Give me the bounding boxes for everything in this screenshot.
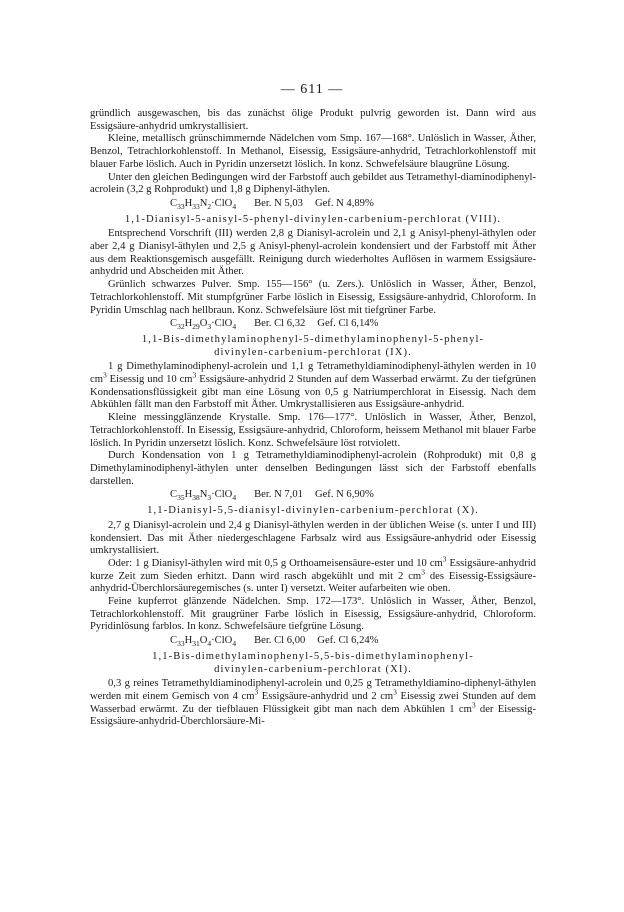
formula-part: 3 [207,322,212,332]
formula-part: 4 [232,493,237,503]
molecular-formula [170,318,237,332]
superscript: 3 [393,687,397,697]
superscript: 3 [471,700,476,710]
page-body [90,108,536,729]
molecular-formula [170,489,237,503]
formula-part: 4 [207,639,212,649]
found-value: Gef. N 4,89% [314,197,374,209]
formula-part: 29 [192,322,200,332]
formula-part: H [184,197,193,209]
formula-part: C [170,489,178,501]
compound-heading-line: 1,1-Bis-dimethylaminophenyl-5,5-bis-dimethylaminophenyl- [152,650,474,662]
formula-part: H [184,489,193,501]
paragraph: Entsprechend Vorschrift (III) werden 2,8 g Dianisyl-acrolein und 2,1 g Anisyl-phenyl-äthylen oder aber 2,4 g Dianisyl-äthylen und 2,5 g Anisyl-phenyl-acrolein kondensiert und der Farbstoff mit Äther aus dem Reaktionsgemisch ausgefällt. Reinigung durch wiederholtes Auflösen in warmem Essigsäure-anhydrid und Abscheiden mit Äther. [90,228,536,278]
paragraph: gründlich ausgewaschen, bis das zunächst ölige Produkt pulvrig geworden ist. Dann wird aus Essigsäure-anhydrid umkrystallisiert. [90,108,536,132]
elemental-analysis [90,318,536,331]
elemental-analysis [90,198,536,211]
formula-part: N [199,197,208,209]
compound-heading-line: 1,1-Dianisyl-5,5-dianisyl-divinylen-carbenium-perchlorat (X). [147,505,479,517]
paragraph: 2,7 g Dianisyl-acrolein und 2,4 g Dianisyl-äthylen werden in der üblichen Weise (s. unter I und III) kondensiert. Das mit Äther niedergeschlagene Farbsalz wird aus Essigsäure-anhydrid oder Eisessig umkrystallisiert. [90,519,536,557]
formula-part: C [170,635,178,647]
superscript: 3 [442,554,447,564]
formula-part: 4 [232,639,237,649]
superscript: 3 [421,567,425,577]
paragraph: Kleine, metallisch grünschimmernde Nädelchen vom Smp. 167—168°. Unlöslich in Wasser, Äther, Benzol, Tetrachlorkohlenstoff. In Methanol, Eisessig, Essigsäure-anhydrid, Tetrachlorkohlenstoff mit blauer Farbe löslich. Auch in Pyridin unzersetzt löslich. In konz. Schwefelsäure blaugrüne Lösung. [90,133,536,170]
formula-part: H [184,318,193,330]
molecular-formula [170,635,237,649]
paragraph: Feine kupferrot glänzende Nädelchen. Smp. 172—173°. Unlöslich in Wasser, Äther, Benzol, Tetrachlorkohlenstoff. Mit graugrüner Farbe löslich in Eisessig, Essigsäure-anhydrid, Chloroform. Pyridinlösung farblos. In konz. Schwefelsäure tiefgrüne Lösung. [90,596,536,633]
page-number: — 611 — [280,82,344,97]
formula-part: 32 [177,322,185,332]
calculated-value: Ber. N 5,03 [254,197,303,209]
paragraph: Grünlich schwarzes Pulver. Smp. 155—156° (u. Zers.). Unlöslich in Wasser, Äther, Benzol, Tetrachlorkohlenstoff. Mit stumpfgrüner Farbe löslich in Eisessig, Essigsäure-anhydrid, Chloroform. In Pyridin Umschlag nach hellbraun. Konz. Schwefelsäure löst mit tiefgrüner Farbe. [90,279,536,316]
calculated-value: Ber. Cl 6,32 [254,318,306,330]
formula-part: 33 [192,202,200,212]
formula-part: 3 [207,493,212,503]
formula-part: 4 [232,202,237,212]
formula-part: 35 [177,493,185,503]
elemental-analysis [90,489,536,502]
found-value: Gef. Cl 6,24% [317,635,379,647]
superscript: 3 [254,687,259,697]
formula-part: H [184,635,193,647]
formula-part: 31 [192,639,200,649]
paragraph: Kleine messingglänzende Krystalle. Smp. 176—177°. Unlöslich in Wasser, Äther, Benzol, Tetrachlorkohlenstoff. In Eisessig, Essigsäure-anhydrid, Chloroform, heissem Methanol mit blauer Farbe löslich. In Pyridin unzersetzt löslich. Konz. Schwefelsäure löst rotviolett. [90,412,536,449]
compound-heading-line: divinylen-carbenium-perchlorat (XI). [214,663,412,675]
compound-heading [90,505,536,518]
compound-heading [90,334,536,359]
paragraph: Durch Kondensation von 1 g Tetramethyldiaminodiphenyl-acrolein (Rohprodukt) mit 0,8 g Dimethylaminodiphenyl-äthylen unter denselben Bedingungen lässt sich der Farbstoff ebenfalls darstellen. [90,450,536,487]
superscript: 3 [102,370,107,380]
formula-part: ·ClO [211,197,233,209]
formula-part: 33 [177,639,185,649]
formula-part: C [170,197,178,209]
compound-heading-line: divinylen-carbenium-perchlorat (IX). [214,346,412,358]
compound-heading [90,651,536,676]
paragraph: Unter den gleichen Bedingungen wird der Farbstoff auch gebildet aus Tetramethyl-diaminodiphenyl-acrolein (3,2 g Rohprodukt) und 1,8 g Diphenyl-äthylen. [90,171,536,196]
formula-part: ·ClO [211,489,233,501]
formula-part: C [170,318,178,330]
formula-part: O [199,635,208,647]
formula-part: 38 [192,493,200,503]
formula-part: 33 [177,202,185,212]
found-value: Gef. Cl 6,14% [317,318,379,330]
paragraph: 1 g Dimethylaminodiphenyl-acrolein und 1,1 g Tetramethyldiaminodiphenyl-äthylen werden in 10 $cm^3$ Eisessig und 10 $cm^3$ Essigsäure-anhydrid 2 Stunden auf dem Wasserbad erwärmt. Zu der tiefgrünen Kondensationsflüssigkeit gibt man eine Lösung von 0,5 g Natriumperchlorat in Eisessig. Nach dem Abkühlen fällt man den Farbstoff mit Äther. Umkrystallisieren aus Essigsäure-anhydrid. [90,361,536,411]
compound-heading-line: 1,1-Dianisyl-5-anisyl-5-phenyl-divinylen-carbenium-perchlorat (VIII). [124,213,502,225]
paragraph: 0,3 g reines Tetramethyldiaminodiphenyl-acrolein und 0,25 g Tetramethyldiamino-diphenyl-äthylen werden mit einem Gemisch von 4 $cm^3$ Essigsäure-anhydrid und 2 $cm^3$ Eisessig zwei Stunden auf dem Wasserbad erwärmt. Zu der tiefblauen Flüssigkeit gibt man nach dem Abkühlen 1 $cm^3$ der Eisessig-Essigsäure-anhydrid-Überchlorsäure-Mi- [90,678,536,728]
elemental-analysis [90,635,536,648]
formula-part: N [199,489,208,501]
compound-heading-line: 1,1-Bis-dimethylaminophenyl-5-dimethylaminophenyl-5-phenyl- [141,333,485,345]
formula-part: ·ClO [211,635,233,647]
formula-part: 2 [207,202,212,212]
paragraph: Oder: 1 g Dianisyl-äthylen wird mit 0,5 g Orthoameisensäure-ester und 10 $cm^3$ Essigsäure-anhydrid kurze Zeit zum Sieden erhitzt. Dann wird rasch abgekühlt und mit 2 $cm^3$ des Eisessig-Essigsäure-anhydrid-Überchlorsäuregemisches (s. unter I) versetzt. Weiter aufarbeiten wie oben. [90,554,536,595]
molecular-formula [170,197,237,212]
formula-part: ·ClO [211,318,233,330]
compound-heading [90,214,536,227]
found-value: Gef. N 6,90% [314,489,374,501]
calculated-value: Ber. N 7,01 [254,489,303,501]
superscript: 3 [192,370,197,380]
calculated-value: Ber. Cl 6,00 [254,635,306,647]
formula-part: 4 [232,322,237,332]
formula-part: O [199,318,208,330]
